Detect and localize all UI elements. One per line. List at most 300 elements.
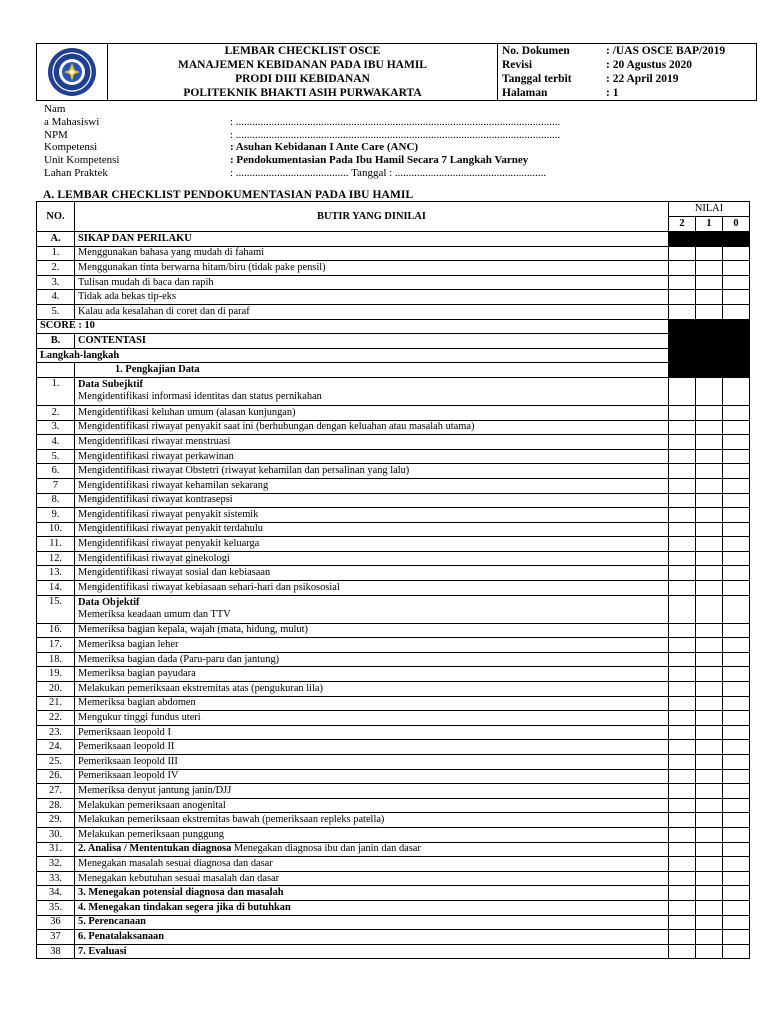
score-cell-2[interactable] (669, 522, 696, 537)
row-no: 20. (37, 682, 75, 697)
score-cell-0[interactable] (723, 813, 750, 828)
score-col-0: 0 (723, 216, 750, 231)
table-row (37, 537, 750, 552)
row-no: 36 (37, 915, 75, 930)
score-cell-0[interactable] (723, 915, 750, 930)
score-cell-1[interactable] (696, 435, 723, 450)
table-row (37, 857, 750, 872)
score-cell-0[interactable] (723, 522, 750, 537)
row-text: Memeriksa bagian abdomen (75, 696, 669, 711)
row-text: Melakukan pemeriksaan ekstremitas atas (pengukuran lila) (75, 682, 669, 697)
document-header (36, 43, 757, 101)
score-cell-1[interactable] (696, 290, 723, 305)
row-no: 16. (37, 623, 75, 638)
score-cell-1[interactable] (696, 261, 723, 276)
score-blocked (723, 232, 750, 247)
score-cell-1[interactable] (696, 930, 723, 945)
score-cell-1[interactable] (696, 696, 723, 711)
score-cell-2[interactable] (669, 871, 696, 886)
score-cell-1[interactable] (696, 900, 723, 915)
score-cell-2[interactable] (669, 857, 696, 872)
score-cell-2[interactable] (669, 435, 696, 450)
document-meta (498, 44, 756, 100)
score-cell-1[interactable] (696, 944, 723, 959)
row-text-content: Menegakan diagnosa ibu dan janin dan dasar (231, 843, 421, 855)
score-blocked (696, 363, 723, 378)
score-cell-1[interactable] (696, 377, 723, 405)
table-row (37, 478, 750, 493)
row-text: Mengidentifikasi riwayat sosial dan kebiasaan (75, 566, 669, 581)
row-no: 14. (37, 581, 75, 596)
row-no: 1. (37, 377, 75, 405)
meta-row (502, 58, 756, 72)
score-cell-1[interactable] (696, 275, 723, 290)
row-no: 29. (37, 813, 75, 828)
row-text: 7. Evaluasi (75, 944, 669, 959)
row-text: Mengukur tinggi fundus uteri (75, 711, 669, 726)
row-no: 22. (37, 711, 75, 726)
row-no: 21. (37, 696, 75, 711)
row-no: 24. (37, 740, 75, 755)
score-blocked (669, 232, 696, 247)
score-cell-2[interactable] (669, 813, 696, 828)
score-cell-2[interactable] (669, 420, 696, 435)
score-cell-2[interactable] (669, 537, 696, 552)
score-cell-2[interactable] (669, 682, 696, 697)
info-row-unit (44, 154, 756, 167)
score-cell-2[interactable] (669, 464, 696, 479)
score-cell-1[interactable] (696, 740, 723, 755)
table-row (37, 944, 750, 959)
score-cell-1[interactable] (696, 871, 723, 886)
row-no: 25. (37, 755, 75, 770)
row-text: Pemeriksaan leopold III (75, 755, 669, 770)
table-row (37, 813, 750, 828)
table-row (37, 261, 750, 276)
table-row (37, 842, 750, 857)
row-no: 34. (37, 886, 75, 901)
row-text: 4. Menegakan tindakan segera jika di butuhkan (75, 900, 669, 915)
score-cell-1[interactable] (696, 813, 723, 828)
kompetensi-label: Kompetensi (44, 141, 98, 154)
score-cell-2[interactable] (669, 290, 696, 305)
score-cell-0[interactable] (723, 478, 750, 493)
empty-no (37, 363, 75, 378)
row-text: Mengidentifikasi riwayat ginekologi (75, 551, 669, 566)
row-text: Melakukan pemeriksaan anogenital (75, 798, 669, 813)
score-cell-0[interactable] (723, 246, 750, 261)
score-cell-2[interactable] (669, 667, 696, 682)
meta-key: Tanggal terbit (502, 73, 572, 85)
row-no: 38 (37, 944, 75, 959)
table-row (37, 449, 750, 464)
meta-value: : 20 Agustus 2020 (606, 59, 692, 71)
score-cell-2[interactable] (669, 886, 696, 901)
row-no: 30. (37, 827, 75, 842)
meta-row (502, 86, 756, 100)
row-no: 32. (37, 857, 75, 872)
info-row-npm (44, 129, 756, 142)
score-cell-0[interactable] (723, 857, 750, 872)
score-cell-0[interactable] (723, 377, 750, 405)
table-row (37, 566, 750, 581)
score-cell-0[interactable] (723, 290, 750, 305)
row-no: 23. (37, 725, 75, 740)
meta-key: Halaman (502, 87, 548, 99)
row-text: Mengidentifikasi riwayat kebiasaan sehari-hari dan psikososial (75, 581, 669, 596)
score-cell-1[interactable] (696, 755, 723, 770)
score-cell-0[interactable] (723, 435, 750, 450)
score-cell-2[interactable] (669, 275, 696, 290)
score-cell-0[interactable] (723, 871, 750, 886)
row-no: 3. (37, 420, 75, 435)
row-no: 11. (37, 537, 75, 552)
row-text (75, 842, 669, 857)
score-cell-0[interactable] (723, 566, 750, 581)
row-text: Pemeriksaan leopold IV (75, 769, 669, 784)
score-cell-1[interactable] (696, 581, 723, 596)
score-blocked (696, 319, 723, 334)
row-no: 9. (37, 508, 75, 523)
row-text: Mengidentifikasi riwayat penyakit sistemik (75, 508, 669, 523)
row-text: Mengidentifikasi riwayat kehamilan sekarang (75, 478, 669, 493)
row-text (75, 377, 669, 405)
score-blocked (723, 363, 750, 378)
row-text: Tulisan mudah di baca dan rapih (75, 275, 669, 290)
score-cell-0[interactable] (723, 493, 750, 508)
score-cell-2[interactable] (669, 769, 696, 784)
row-no: 3. (37, 275, 75, 290)
table-row (37, 290, 750, 305)
row-text: Mengidentifikasi riwayat penyakit saat ini (berhubungan dengan keluahan atau masalah utama) (75, 420, 669, 435)
row-no: 31. (37, 842, 75, 857)
row-text: Mengidentifikasi riwayat penyakit keluarga (75, 537, 669, 552)
score-blocked (669, 319, 696, 334)
lahan-field[interactable]: : ......................................... Tanggal : ....................................................... (230, 166, 547, 179)
score-cell-2[interactable] (669, 508, 696, 523)
institution-logo-icon (45, 46, 99, 98)
row-text: Mengidentifikasi riwayat perkawinan (75, 449, 669, 464)
score-cell-0[interactable] (723, 827, 750, 842)
score-cell-2[interactable] (669, 740, 696, 755)
score-cell-0[interactable] (723, 537, 750, 552)
score-cell-1[interactable] (696, 464, 723, 479)
score-cell-0[interactable] (723, 581, 750, 596)
score-cell-2[interactable] (669, 930, 696, 945)
table-row (37, 420, 750, 435)
row-text: 5. Perencanaan (75, 915, 669, 930)
section-a-no: A. (37, 232, 75, 247)
score-blocked (696, 334, 723, 349)
table-row (37, 435, 750, 450)
row-text: Menegakan masalah sesuai diagnosa dan dasar (75, 857, 669, 872)
score-cell-2[interactable] (669, 449, 696, 464)
table-row (37, 827, 750, 842)
score-blocked (723, 348, 750, 363)
title-line: LEMBAR CHECKLIST OSCE (224, 45, 381, 57)
document-title (107, 44, 498, 100)
langkah-row (37, 348, 750, 363)
row-no: 12. (37, 551, 75, 566)
score-cell-1[interactable] (696, 493, 723, 508)
score-cell-2[interactable] (669, 551, 696, 566)
table-row (37, 623, 750, 638)
score-cell-0[interactable] (723, 696, 750, 711)
score-cell-0[interactable] (723, 405, 750, 420)
kompetensi-value: : Asuhan Kebidanan I Ante Care (ANC) (230, 141, 419, 154)
table-row (37, 769, 750, 784)
score-cell-1[interactable] (696, 478, 723, 493)
score-cell-0[interactable] (723, 725, 750, 740)
row-no: 19. (37, 667, 75, 682)
meta-value: : 22 April 2019 (606, 73, 679, 85)
score-cell-1[interactable] (696, 784, 723, 799)
table-row (37, 652, 750, 667)
score-cell-0[interactable] (723, 900, 750, 915)
score-cell-1[interactable] (696, 449, 723, 464)
score-cell-2[interactable] (669, 566, 696, 581)
score-cell-0[interactable] (723, 798, 750, 813)
table-row (37, 915, 750, 930)
score-cell-2[interactable] (669, 755, 696, 770)
score-cell-0[interactable] (723, 551, 750, 566)
row-text: Pemeriksaan leopold I (75, 725, 669, 740)
pengkajian-row (37, 363, 750, 378)
row-text: Melakukan pemeriksaan ekstremitas bawah (pemeriksaan repleks patella) (75, 813, 669, 828)
score-cell-2[interactable] (669, 842, 696, 857)
score-cell-2[interactable] (669, 915, 696, 930)
score-cell-0[interactable] (723, 682, 750, 697)
score-col-2: 2 (669, 216, 696, 231)
npm-label: NPM (44, 128, 68, 141)
nama-label-1: Nam (44, 103, 66, 115)
score-cell-1[interactable] (696, 508, 723, 523)
score-blocked (723, 334, 750, 349)
score-cell-0[interactable] (723, 275, 750, 290)
score-cell-0[interactable] (723, 595, 750, 623)
npm-field[interactable]: : ...................................................................................................................... (230, 128, 561, 141)
score-cell-0[interactable] (723, 652, 750, 667)
row-no: 7 (37, 478, 75, 493)
table-row (37, 798, 750, 813)
score-cell-0[interactable] (723, 667, 750, 682)
score-cell-1[interactable] (696, 551, 723, 566)
row-no: 26. (37, 769, 75, 784)
score-cell-1[interactable] (696, 682, 723, 697)
row-text: Menggunakan bahasa yang mudah di fahami (75, 246, 669, 261)
score-col-1: 1 (696, 216, 723, 231)
langkah-label: Langkah-langkah (37, 348, 669, 363)
score-cell-2[interactable] (669, 784, 696, 799)
score-cell-1[interactable] (696, 595, 723, 623)
section-b-row (37, 334, 750, 349)
table-row (37, 405, 750, 420)
row-text: Memeriksa denyut jantung janin/DJJ (75, 784, 669, 799)
row-text: Mengidentifikasi riwayat kontrasepsi (75, 493, 669, 508)
table-row (37, 508, 750, 523)
score-cell-0[interactable] (723, 449, 750, 464)
row-text: 6. Penatalaksanaan (75, 930, 669, 945)
score-cell-0[interactable] (723, 623, 750, 638)
table-row (37, 464, 750, 479)
table-row (37, 696, 750, 711)
score-cell-1[interactable] (696, 827, 723, 842)
score-blocked (669, 348, 696, 363)
unit-value: : Pendokumentasian Pada Ibu Hamil Secara 7 Langkah Varney (230, 154, 529, 167)
row-no: 4. (37, 435, 75, 450)
score-cell-2[interactable] (669, 711, 696, 726)
score-blocked (669, 334, 696, 349)
score-cell-2[interactable] (669, 246, 696, 261)
score-cell-2[interactable] (669, 827, 696, 842)
row-text (75, 595, 669, 623)
checklist-table (36, 201, 750, 959)
col-nilai-header: NILAI (669, 202, 750, 217)
meta-value: : /UAS OSCE BAP/2019 (606, 45, 726, 57)
score-cell-1[interactable] (696, 522, 723, 537)
col-butir-header: BUTIR YANG DINILAI (75, 202, 669, 232)
pengkajian-label: 1. Pengkajian Data (75, 363, 669, 378)
score-cell-1[interactable] (696, 566, 723, 581)
row-no: 10. (37, 522, 75, 537)
score-total-label: SCORE : 10 (37, 319, 669, 334)
table-row (37, 246, 750, 261)
score-cell-2[interactable] (669, 261, 696, 276)
score-cell-2[interactable] (669, 304, 696, 319)
score-cell-1[interactable] (696, 915, 723, 930)
score-cell-1[interactable] (696, 798, 723, 813)
score-cell-0[interactable] (723, 755, 750, 770)
score-cell-2[interactable] (669, 377, 696, 405)
score-cell-0[interactable] (723, 711, 750, 726)
table-row (37, 755, 750, 770)
score-cell-1[interactable] (696, 537, 723, 552)
meta-value: : 1 (606, 87, 619, 99)
score-cell-2[interactable] (669, 652, 696, 667)
nama-field[interactable]: : ...................................................................................................................... (230, 115, 561, 128)
score-cell-1[interactable] (696, 405, 723, 420)
table-row (37, 667, 750, 682)
score-cell-1[interactable] (696, 638, 723, 653)
score-cell-2[interactable] (669, 493, 696, 508)
meta-row (502, 44, 756, 58)
score-cell-2[interactable] (669, 696, 696, 711)
section-title: A. LEMBAR CHECKLIST PENDOKUMENTASIAN PADA IBU HAMIL (43, 189, 414, 201)
row-no: 17. (37, 638, 75, 653)
row-no: 2. (37, 405, 75, 420)
data-subjektif-heading: Data Subejktif (78, 379, 143, 391)
section-b-label: CONTENTASI (75, 334, 669, 349)
row-text: Menggunakan tinta berwarna hitam/biru (tidak pake pensil) (75, 261, 669, 276)
row-text: Mengidentifikasi keluhan umum (alasan kunjungan) (75, 405, 669, 420)
meta-key: Revisi (502, 59, 533, 71)
score-cell-0[interactable] (723, 784, 750, 799)
score-cell-1[interactable] (696, 304, 723, 319)
score-cell-1[interactable] (696, 842, 723, 857)
score-cell-1[interactable] (696, 857, 723, 872)
score-cell-0[interactable] (723, 420, 750, 435)
table-row (37, 900, 750, 915)
score-cell-0[interactable] (723, 842, 750, 857)
row-text: Pemeriksaan leopold II (75, 740, 669, 755)
row-text: Memeriksa bagian dada (Paru-paru dan jantung) (75, 652, 669, 667)
table-row (37, 930, 750, 945)
row-text: Memeriksa bagian kepala, wajah (mata, hidung, mulut) (75, 623, 669, 638)
score-cell-1[interactable] (696, 652, 723, 667)
score-cell-1[interactable] (696, 769, 723, 784)
score-cell-0[interactable] (723, 464, 750, 479)
table-row (37, 740, 750, 755)
score-cell-1[interactable] (696, 886, 723, 901)
score-cell-0[interactable] (723, 508, 750, 523)
score-cell-0[interactable] (723, 886, 750, 901)
row-text-content: Memeriksa keadaan umum dan TTV (78, 609, 231, 621)
score-cell-0[interactable] (723, 261, 750, 276)
row-text: Menegakan kebutuhan sesuai masalah dan dasar (75, 871, 669, 886)
score-total-row (37, 319, 750, 334)
score-cell-2[interactable] (669, 725, 696, 740)
table-row (37, 711, 750, 726)
row-no: 1. (37, 246, 75, 261)
score-cell-2[interactable] (669, 478, 696, 493)
score-cell-1[interactable] (696, 420, 723, 435)
table-row (37, 886, 750, 901)
score-cell-0[interactable] (723, 304, 750, 319)
score-cell-2[interactable] (669, 405, 696, 420)
row-no: 35. (37, 900, 75, 915)
row-text: Mengidentifikasi riwayat Obstetri (riwayat kehamilan dan persalinan yang lalu) (75, 464, 669, 479)
row-no: 37 (37, 930, 75, 945)
row-no: 33. (37, 871, 75, 886)
score-cell-2[interactable] (669, 623, 696, 638)
table-row (37, 725, 750, 740)
meta-row (502, 72, 756, 86)
score-cell-2[interactable] (669, 944, 696, 959)
score-cell-2[interactable] (669, 798, 696, 813)
score-blocked (669, 363, 696, 378)
score-cell-1[interactable] (696, 246, 723, 261)
row-no: 4. (37, 290, 75, 305)
score-cell-0[interactable] (723, 769, 750, 784)
table-row (37, 581, 750, 596)
section-a-label: SIKAP DAN PERILAKU (75, 232, 669, 247)
analisa-heading: 2. Analisa / Mententukan diagnosa (78, 843, 232, 855)
score-cell-1[interactable] (696, 725, 723, 740)
score-cell-1[interactable] (696, 667, 723, 682)
table-row (37, 551, 750, 566)
row-text: Memeriksa bagian payudara (75, 667, 669, 682)
row-no: 6. (37, 464, 75, 479)
title-line: POLITEKNIK BHAKTI ASIH PURWAKARTA (183, 87, 422, 99)
score-cell-2[interactable] (669, 581, 696, 596)
row-no: 28. (37, 798, 75, 813)
score-cell-1[interactable] (696, 711, 723, 726)
score-cell-2[interactable] (669, 638, 696, 653)
score-cell-0[interactable] (723, 930, 750, 945)
score-blocked (696, 232, 723, 247)
score-cell-0[interactable] (723, 638, 750, 653)
score-cell-1[interactable] (696, 623, 723, 638)
score-cell-0[interactable] (723, 740, 750, 755)
data-objektif-heading: Data Objektif (78, 597, 140, 609)
row-no: 13. (37, 566, 75, 581)
row-text: Tidak ada bekas tip-eks (75, 290, 669, 305)
score-cell-2[interactable] (669, 595, 696, 623)
score-cell-2[interactable] (669, 900, 696, 915)
score-cell-0[interactable] (723, 944, 750, 959)
table-header-row (37, 202, 750, 217)
row-text-content: Mengidentifikasi informasi identitas dan status pernikahan (78, 391, 322, 403)
